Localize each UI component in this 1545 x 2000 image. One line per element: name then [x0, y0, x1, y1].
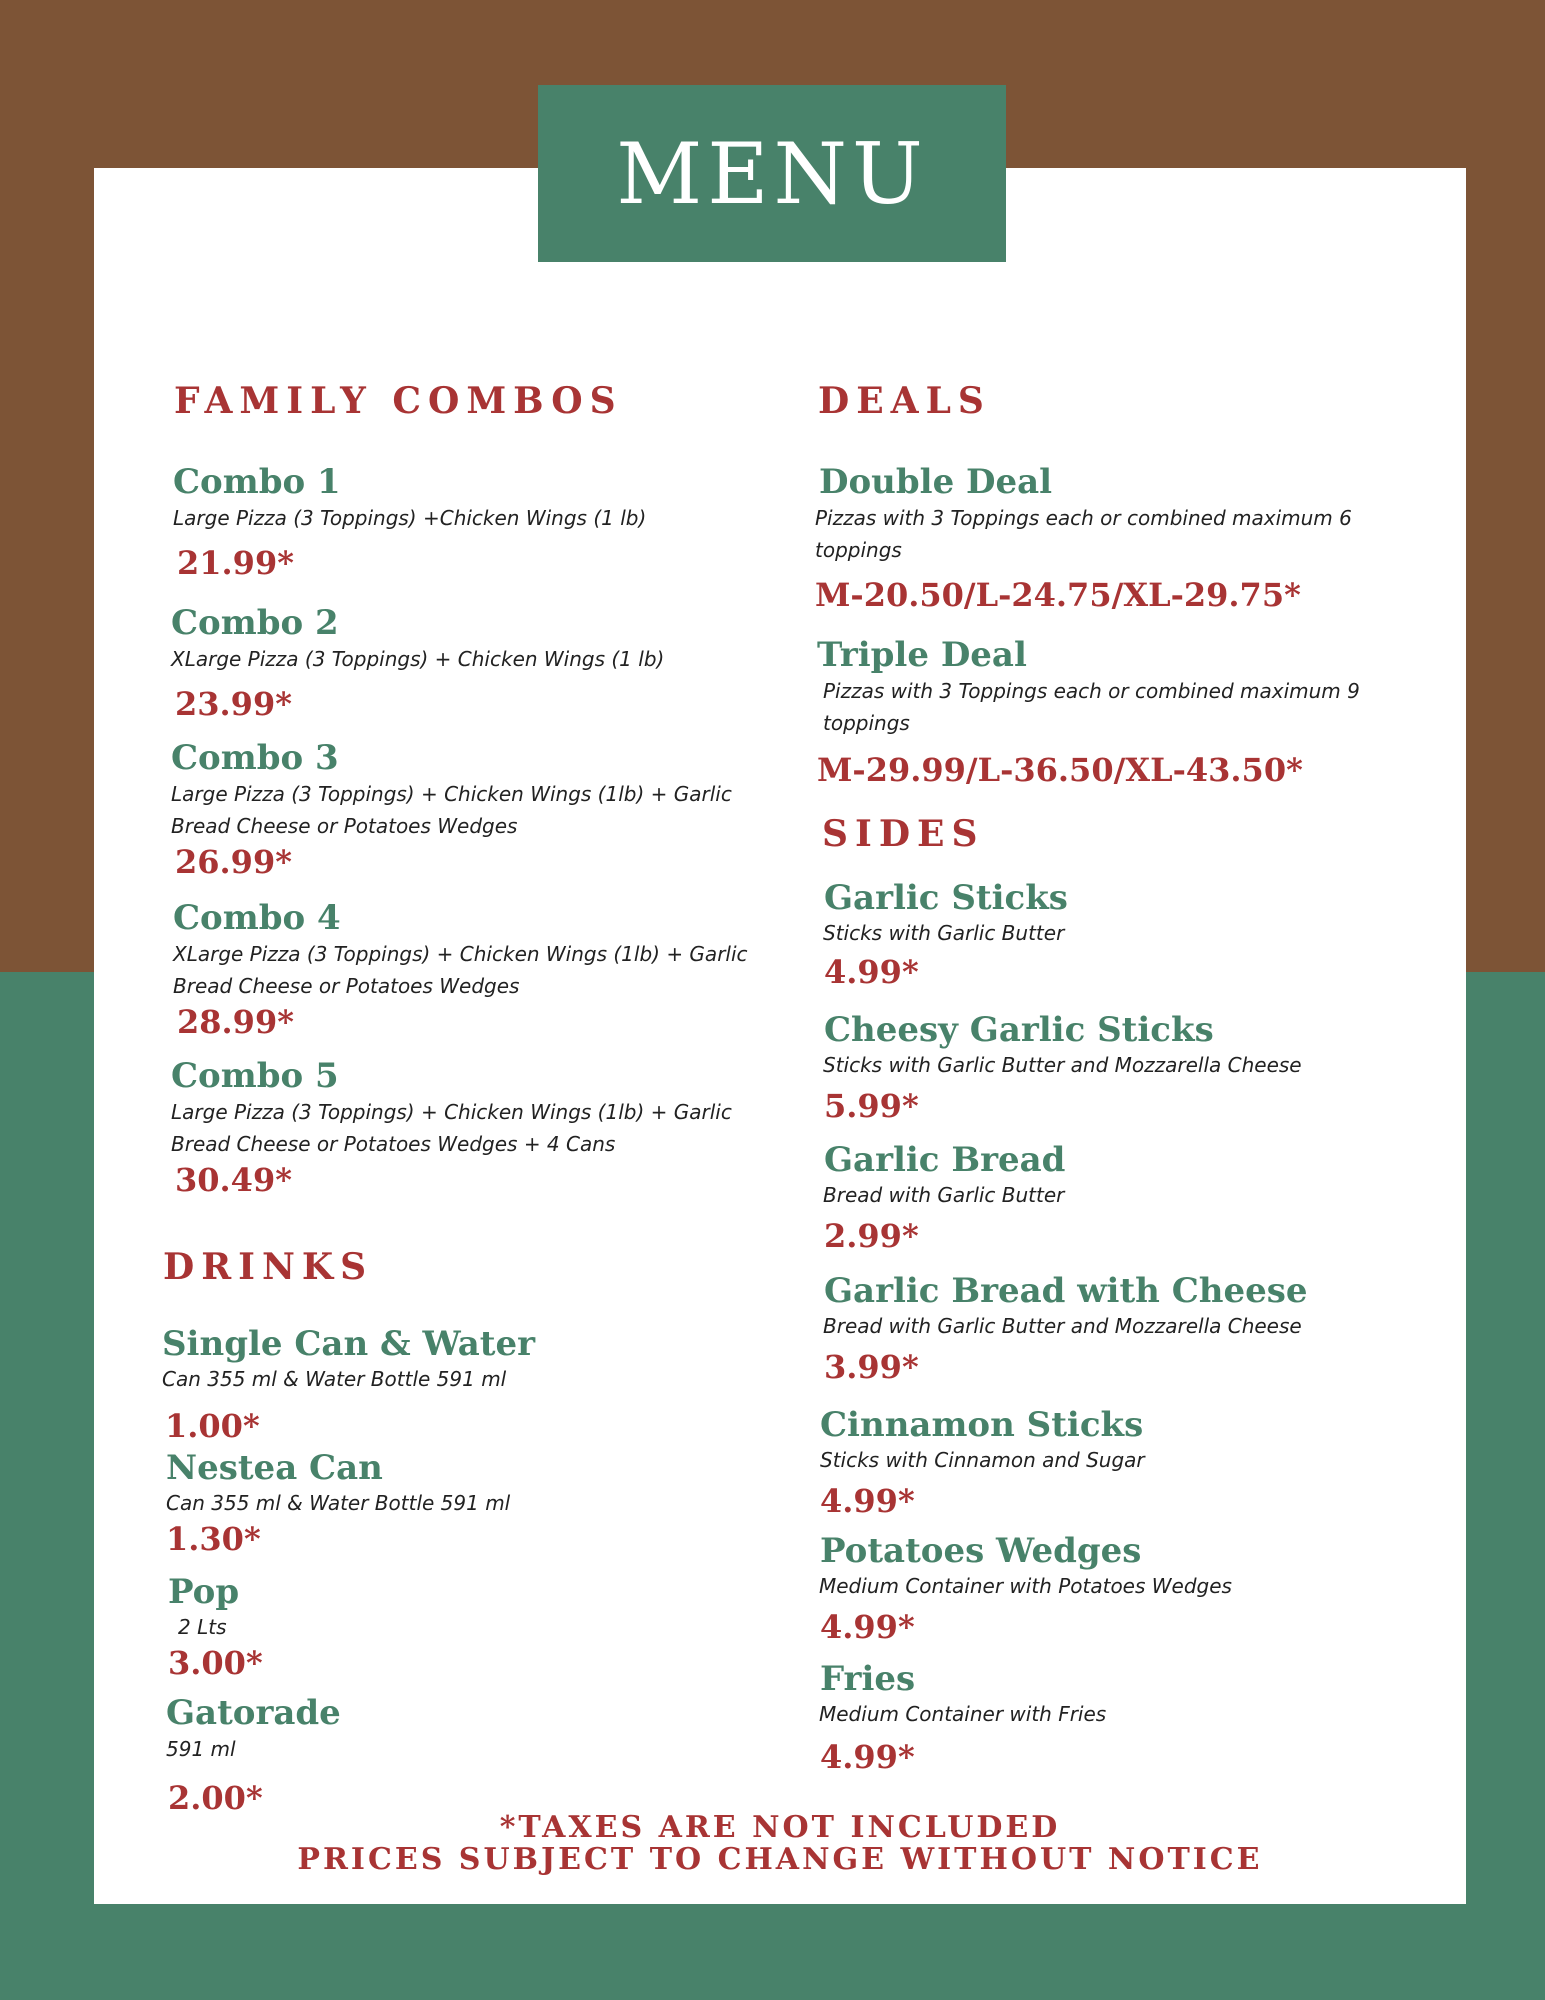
item-price: 26.99* [175, 843, 292, 881]
item-name: Single Can & Water [162, 1324, 536, 1364]
drink-item [166, 1694, 756, 1817]
item-price: 2.99* [824, 1217, 919, 1255]
item-name: Fries [820, 1659, 916, 1699]
item-name: Double Deal [819, 462, 1053, 502]
item-description: Medium Container with Potatoes Wedges [819, 1574, 1232, 1598]
item-description: Pizzas with 3 Toppings each or combined maximum 9 toppings [823, 679, 1360, 735]
section-heading-sides: SIDES [822, 813, 985, 855]
combo-item [173, 463, 763, 582]
side-item [820, 1532, 1380, 1646]
item-name: Cheesy Garlic Sticks [824, 1010, 1214, 1050]
item-name: Nestea Can [166, 1448, 383, 1488]
menu-title: MENU [616, 124, 928, 223]
footer-taxes-note: *TAXES ARE NOT INCLUDED [499, 1810, 1061, 1845]
item-price: 2.00* [168, 1779, 263, 1817]
item-description: Pizzas with 3 Toppings each or combined maximum 6 toppings [815, 506, 1352, 562]
item-name: Combo 3 [171, 738, 339, 778]
drink-item [168, 1573, 758, 1682]
item-name: Combo 2 [171, 603, 339, 643]
item-price: 3.99* [824, 1348, 919, 1386]
side-item [824, 1272, 1384, 1386]
deal-item [817, 636, 1377, 789]
item-description: Large Pizza (3 Toppings) + Chicken Wings (1lb) + Garlic Bread Cheese or Potatoes Wedges + 4 Cans [171, 1100, 732, 1156]
item-name: Pop [168, 1572, 240, 1612]
item-price: 23.99* [175, 685, 292, 723]
item-price: 21.99* [177, 544, 294, 582]
combo-item [173, 899, 763, 1041]
item-description: Can 355 ml & Water Bottle 591 ml [162, 1367, 507, 1391]
drink-item [166, 1449, 756, 1558]
item-description: Bread with Garlic Butter [823, 1183, 1065, 1207]
item-description: XLarge Pizza (3 Toppings) + Chicken Wings (1 lb) [171, 647, 665, 671]
item-description: Sticks with Garlic Butter and Mozzarella Cheese [823, 1053, 1302, 1077]
item-price: 4.99* [820, 1482, 915, 1520]
footer-prices-note: PRICES SUBJECT TO CHANGE WITHOUT NOTICE [297, 1842, 1263, 1877]
item-description: Bread with Garlic Butter and Mozzarella Cheese [823, 1314, 1302, 1338]
deal-item [815, 463, 1375, 614]
menu-title-banner [538, 85, 1006, 262]
item-name: Garlic Bread [824, 1140, 1066, 1180]
side-item [824, 879, 1384, 991]
item-name: Garlic Bread with Cheese [824, 1271, 1308, 1311]
item-name: Combo 1 [173, 462, 341, 502]
section-heading-family-combos: FAMILY COMBOS [174, 380, 623, 422]
item-description: 591 ml [166, 1737, 236, 1761]
section-heading-deals: DEALS [818, 380, 991, 422]
combo-item [171, 739, 761, 881]
item-price: 4.99* [824, 953, 919, 991]
item-description: Medium Container with Fries [819, 1702, 1107, 1726]
item-name: Potatoes Wedges [820, 1531, 1142, 1571]
item-description: Sticks with Cinnamon and Sugar [820, 1448, 1145, 1472]
side-item [824, 1141, 1384, 1255]
item-name: Cinnamon Sticks [820, 1405, 1144, 1445]
section-heading-drinks: DRINKS [163, 1246, 374, 1288]
item-price: 30.49* [175, 1161, 292, 1199]
item-price: 28.99* [177, 1003, 294, 1041]
drink-item [162, 1325, 752, 1445]
item-description: XLarge Pizza (3 Toppings) + Chicken Wings (1lb) + Garlic Bread Cheese or Potatoes Wedges [173, 942, 748, 998]
item-price: 4.99* [820, 1738, 915, 1776]
item-description: Large Pizza (3 Toppings) +Chicken Wings (1 lb) [173, 506, 647, 530]
item-name: Combo 4 [173, 898, 341, 938]
item-name: Triple Deal [817, 635, 1027, 675]
item-name: Gatorade [166, 1693, 341, 1733]
combo-item [171, 1057, 761, 1199]
item-price: 3.00* [168, 1644, 263, 1682]
item-name: Combo 5 [171, 1056, 339, 1096]
item-name: Garlic Sticks [824, 878, 1068, 918]
item-description: Can 355 ml & Water Bottle 591 ml [166, 1491, 511, 1515]
item-price: 1.30* [166, 1520, 261, 1558]
item-description: Sticks with Garlic Butter [823, 921, 1065, 945]
combo-item [171, 604, 761, 723]
item-price: 1.00* [165, 1407, 260, 1445]
side-item [824, 1011, 1384, 1125]
item-price: 5.99* [824, 1087, 919, 1125]
item-description: 2 Lts [178, 1615, 227, 1639]
footer-notice [94, 1812, 1466, 1876]
item-price: 4.99* [820, 1608, 915, 1646]
side-item [820, 1660, 1380, 1776]
side-item [820, 1406, 1380, 1520]
item-price: M-20.50/L-24.75/XL-29.75* [815, 576, 1301, 614]
item-description: Large Pizza (3 Toppings) + Chicken Wings (1lb) + Garlic Bread Cheese or Potatoes Wedges [171, 782, 732, 838]
item-price: M-29.99/L-36.50/XL-43.50* [817, 751, 1303, 789]
